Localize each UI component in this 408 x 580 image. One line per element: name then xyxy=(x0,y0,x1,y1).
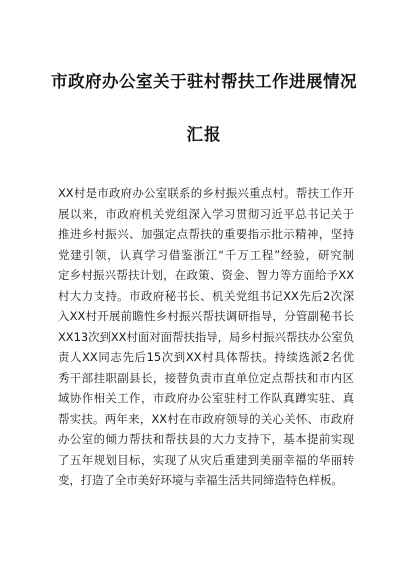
body-line: 入XX村开展前瞻性乡村振兴帮扶调研指导，分管副秘书长 xyxy=(58,309,354,323)
body-line: 村大力支持。市政府秘书长、机关党组书记XX先后2次深 xyxy=(58,288,354,303)
body-line: 办公室的倾力帮扶和帮扶县的大力支持下，基本提前实现 xyxy=(58,432,354,446)
body-line: 域协作相关工作，市政府办公室驻村工作队真蹲实驻、真 xyxy=(58,391,354,405)
body-line: 党建引领，认真学习借鉴浙江“千万工程”经验，研究制 xyxy=(58,247,354,262)
body-line: 推进乡村振兴、加强定点帮扶的重要指示批示精神，坚持 xyxy=(58,227,354,241)
body-line: 变，打造了全市美好环境与幸福生活共同缔造特色样板。 xyxy=(58,473,343,487)
body-line: 帮实扶。两年来，XX村在市政府领导的关心关怀、市政府 xyxy=(58,411,354,426)
body-line: 展以来，市政府机关党组深入学习贯彻习近平总书记关于 xyxy=(58,206,354,221)
body-line: XX13次到XX村面对面帮扶指导，局乡村振兴帮扶办公室负 xyxy=(58,329,354,344)
body-line: 秀干部挂职副县长，接替负责市直单位定点帮扶和市内区 xyxy=(58,370,354,385)
body-paragraph xyxy=(58,183,354,491)
document-title: 市政府办公室关于驻村帮扶工作进展情况 xyxy=(51,72,357,91)
body-line: 责人XX同志先后15次到XX村具体帮扶。持续选派2名优 xyxy=(58,350,354,364)
document-title-continuation: 汇报 xyxy=(186,125,222,144)
body-line: XX村是市政府办公室联系的乡村振兴重点村。帮扶工作开 xyxy=(58,186,354,200)
body-line: 了五年规划目标，实现了从灾后重建到美丽幸福的华丽转 xyxy=(58,452,354,467)
body-line: 定乡村振兴帮扶计划，在政策、资金、智力等方面给予XX xyxy=(58,268,354,282)
